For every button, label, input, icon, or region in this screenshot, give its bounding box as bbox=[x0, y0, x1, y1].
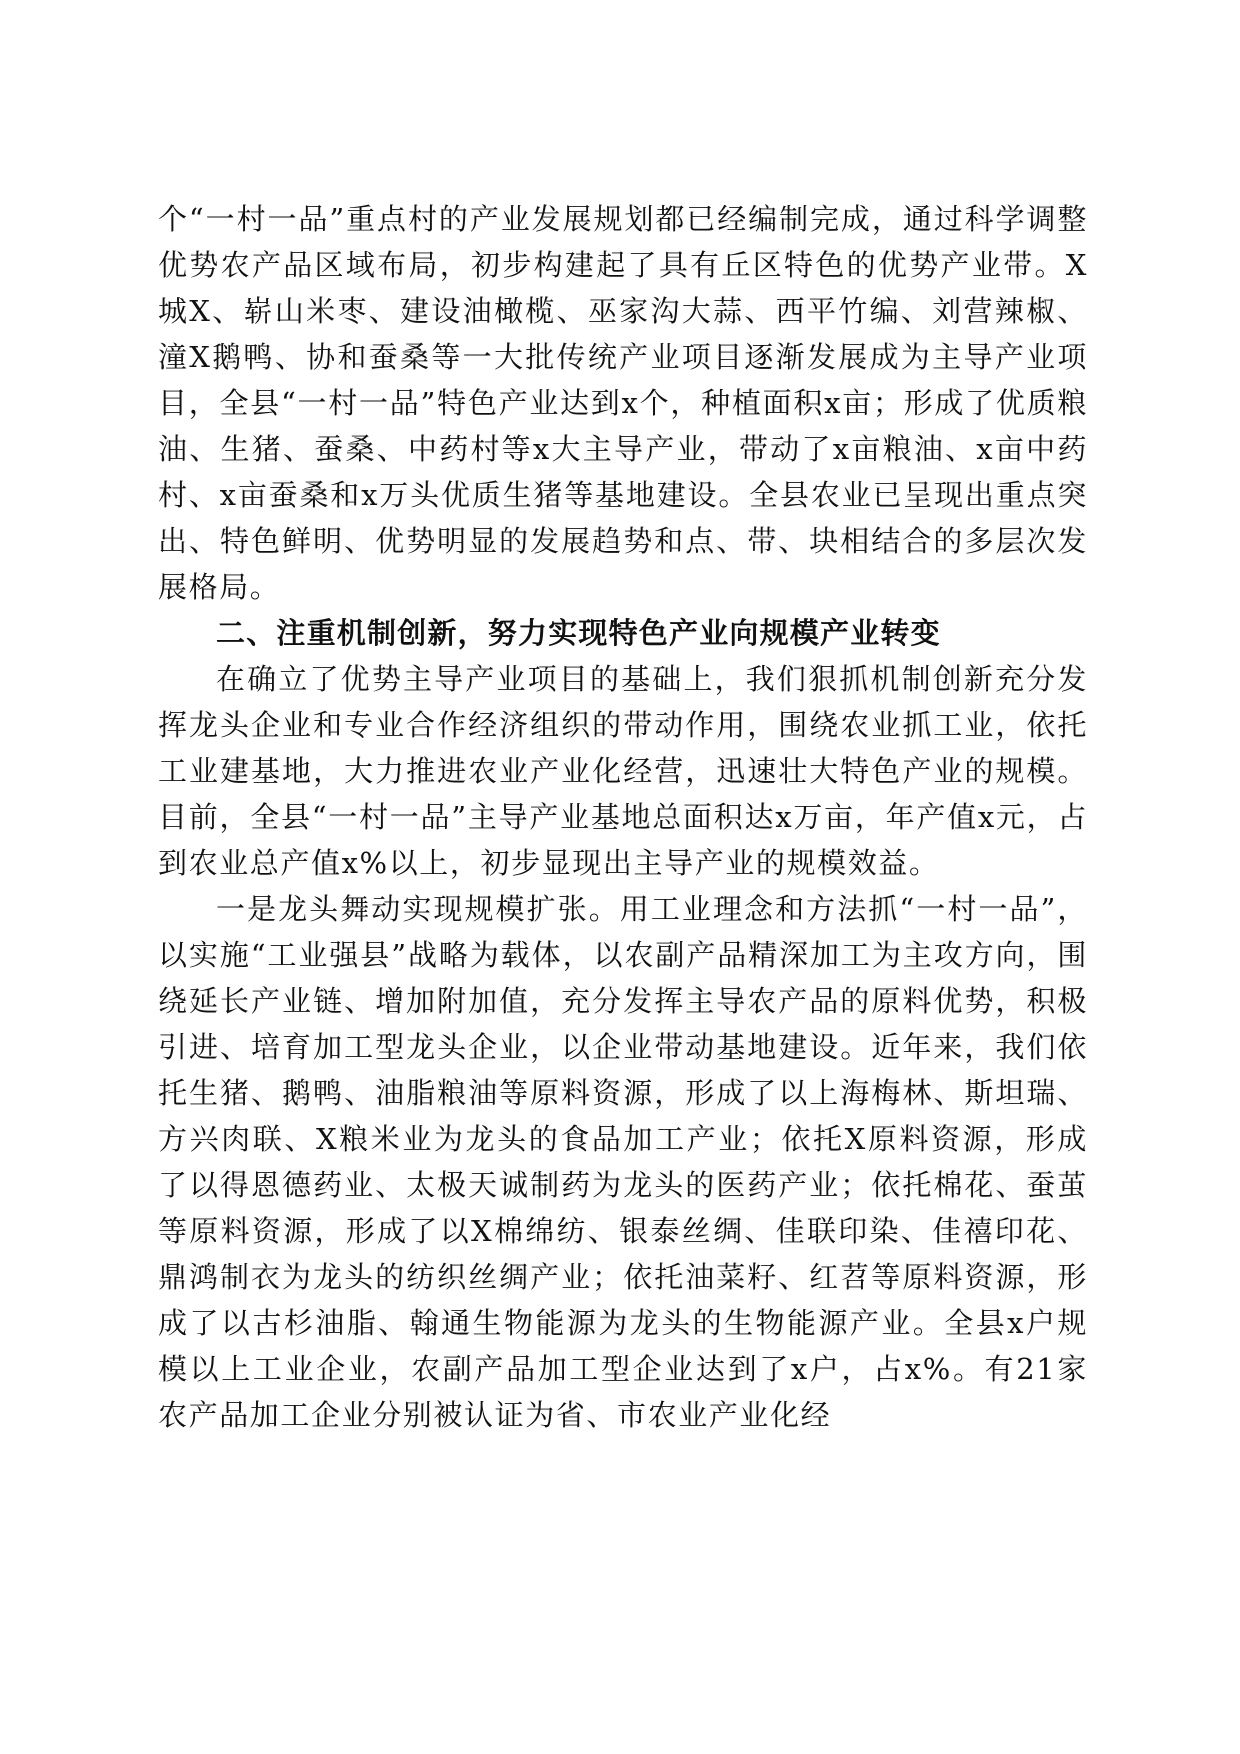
section-heading: 二、注重机制创新，努力实现特色产业向规模产业转变 bbox=[216, 616, 941, 650]
intro-paragraph: 在确立了优势主导产业项目的基础上，我们狠抓机制创新充分发挥龙头企业和专业合作经济组织的带动作用，围绕农业抓工业，依托工业建基地，大力推进农业产业化经营，迅速壮大特色产业的规模。目前，全县“一村一品”主导产业基地总面积达x万亩，年产值x元，占到农业总产值x%以上，初步显现出主导产业的规模效益。 bbox=[158, 662, 1088, 880]
document-body bbox=[158, 196, 1088, 1438]
point-one-paragraph: 一是龙头舞动实现规模扩张。用工业理念和方法抓“一村一品”，以实施“工业强县”战略为载体，以农副产品精深加工为主攻方向，围绕延长产业链、增加附加值，充分发挥主导农产品的原料优势，积极引进、培育加工型龙头企业，以企业带动基地建设。近年来，我们依托生猪、鹅鸭、油脂粮油等原料资源，形成了以上海梅林、斯坦瑞、方兴肉联、X粮米业为龙头的食品加工产业；依托X原料资源，形成了以得恩德药业、太极天诚制药为龙头的医药产业；依托棉花、蚕茧等原料资源，形成了以X棉绵纺、银泰丝绸、佳联印染、佳禧印花、鼎鸿制衣为龙头的纺织丝绸产业；依托油菜籽、红苕等原料资源，形成了以古杉油脂、翰通生物能源为龙头的生物能源产业。全县x户规模以上工业企业，农副产品加工型企业达到了x户，占x%。有21家农产品加工企业分别被认证为省、市农业产业化经 bbox=[158, 892, 1088, 1432]
continued-paragraph: 个“一村一品”重点村的产业发展规划都已经编制完成，通过科学调整优势农产品区域布局，初步构建起了具有丘区特色的优势产业带。X城X、崭山米枣、建设油橄榄、巫家沟大蒜、西平竹编、刘营辣椒、潼X鹅鸭、协和蚕桑等一大批传统产业项目逐渐发展成为主导产业项目，全县“一村一品”特色产业达到x个，种植面积x亩；形成了优质粮油、生猪、蚕桑、中药村等x大主导产业，带动了x亩粮油、x亩中药村、x亩蚕桑和x万头优质生猪等基地建设。全县农业已呈现出重点突出、特色鲜明、优势明显的发展趋势和点、带、块相结合的多层次发展格局。 bbox=[158, 202, 1088, 604]
